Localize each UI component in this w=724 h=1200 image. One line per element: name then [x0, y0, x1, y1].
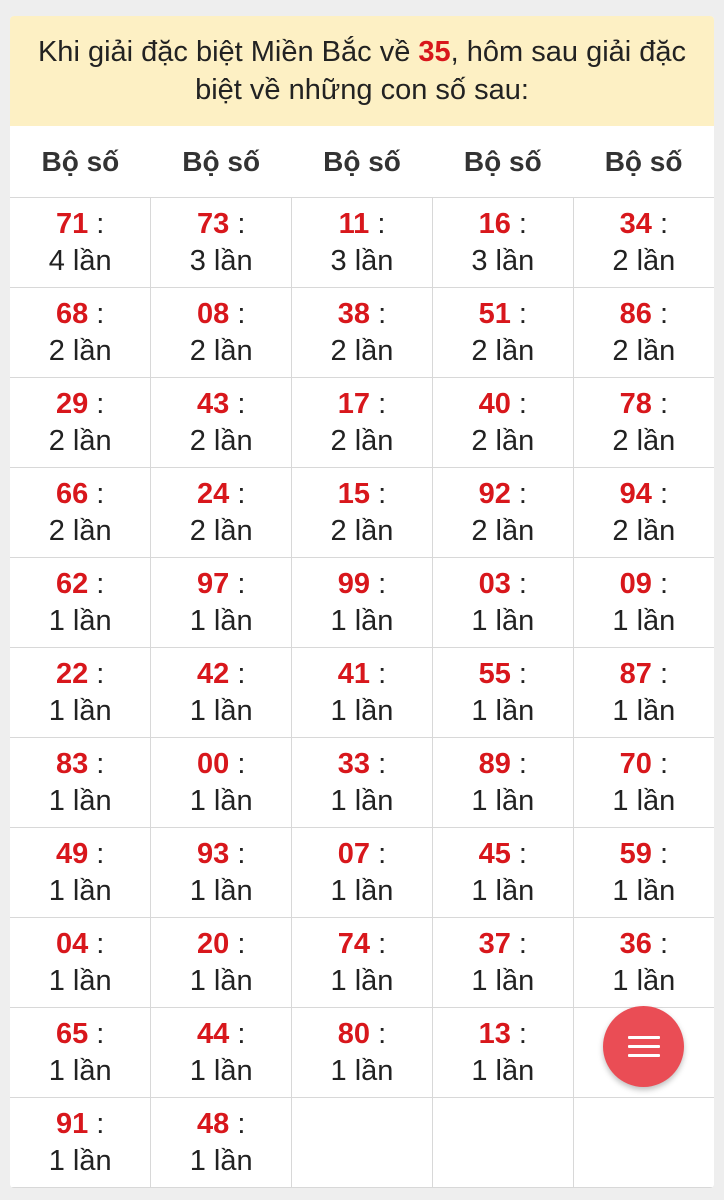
occurrence-count: 1 lần — [189, 784, 253, 817]
number-line — [10, 206, 150, 242]
number-cell — [10, 648, 151, 738]
table-row — [10, 1098, 714, 1188]
banner-special-number: 35 — [418, 36, 451, 68]
lottery-number: 89 — [478, 747, 511, 780]
number-cell — [292, 828, 433, 918]
number-cell — [151, 288, 292, 378]
number-line — [292, 386, 432, 422]
separator: : — [369, 207, 386, 240]
stats-card — [10, 16, 714, 1188]
occurrence-count: 1 lần — [471, 874, 535, 907]
occurrence-count: 1 lần — [330, 694, 394, 727]
lottery-number: 07 — [337, 837, 371, 870]
table-row — [10, 378, 714, 468]
number-line — [433, 386, 573, 422]
occurrence-count: 3 lần — [330, 244, 394, 277]
occurrence-count: 1 lần — [612, 694, 676, 727]
separator: : — [88, 297, 105, 330]
lottery-number: 97 — [197, 567, 230, 600]
separator: : — [370, 297, 387, 330]
occurrence-count: 1 lần — [330, 874, 394, 907]
number-cell — [151, 378, 292, 468]
separator: : — [229, 297, 246, 330]
lottery-number: 15 — [337, 477, 371, 510]
number-line — [10, 836, 150, 872]
number-line — [151, 296, 291, 332]
number-cell — [432, 378, 573, 468]
number-cell — [151, 558, 292, 648]
number-line — [10, 746, 150, 782]
banner-text — [26, 33, 698, 109]
number-cell — [432, 738, 573, 828]
number-cell — [292, 738, 433, 828]
occurrence-count: 1 lần — [330, 964, 394, 997]
separator: : — [370, 387, 387, 420]
number-line — [151, 206, 291, 242]
lottery-number: 00 — [197, 747, 230, 780]
separator: : — [651, 927, 669, 960]
separator: : — [229, 387, 246, 420]
number-cell — [573, 828, 714, 918]
number-cell — [432, 288, 573, 378]
lottery-number: 74 — [337, 927, 371, 960]
separator: : — [229, 927, 246, 960]
separator: : — [510, 837, 527, 870]
lottery-number: 36 — [619, 927, 652, 960]
lottery-number: 73 — [197, 207, 230, 240]
banner-suffix: , hôm sau giải đặc biệt về những con số sau: — [195, 36, 687, 106]
separator: : — [229, 1107, 246, 1140]
occurrence-count: 1 lần — [471, 1054, 535, 1087]
number-line — [433, 1016, 573, 1052]
lottery-number: 68 — [55, 297, 89, 330]
occurrence-count: 3 lần — [471, 244, 535, 277]
number-cell — [432, 558, 573, 648]
lottery-number: 03 — [478, 567, 511, 600]
separator: : — [510, 387, 527, 420]
separator: : — [88, 837, 105, 870]
occurrence-count: 2 lần — [48, 514, 112, 547]
number-cell — [432, 1098, 573, 1188]
occurrence-count: 1 lần — [48, 694, 112, 727]
lottery-number: 86 — [619, 297, 652, 330]
occurrence-count: 1 lần — [330, 604, 394, 637]
separator: : — [651, 747, 669, 780]
number-line — [433, 206, 573, 242]
lottery-number: 38 — [337, 297, 371, 330]
number-cell — [292, 1008, 433, 1098]
lottery-number: 87 — [619, 657, 652, 690]
lottery-number: 80 — [337, 1017, 371, 1050]
number-line — [574, 206, 714, 242]
separator: : — [651, 207, 669, 240]
number-cell — [573, 288, 714, 378]
number-line — [433, 836, 573, 872]
occurrence-count: 4 lần — [48, 244, 112, 277]
separator: : — [370, 837, 387, 870]
occurrence-count: 1 lần — [189, 1144, 253, 1177]
occurrence-count: 1 lần — [48, 1054, 112, 1087]
number-cell — [292, 468, 433, 558]
occurrence-count: 1 lần — [189, 964, 253, 997]
table-row — [10, 738, 714, 828]
number-line — [574, 746, 714, 782]
lottery-number: 94 — [619, 477, 652, 510]
number-line — [151, 1106, 291, 1142]
occurrence-count: 2 lần — [189, 424, 253, 457]
number-cell — [292, 288, 433, 378]
lottery-number: 22 — [55, 657, 89, 690]
number-cell — [151, 198, 292, 288]
separator: : — [88, 747, 105, 780]
number-line — [433, 476, 573, 512]
number-line — [574, 386, 714, 422]
lottery-number: 42 — [197, 657, 230, 690]
occurrence-count: 2 lần — [330, 514, 394, 547]
occurrence-count: 1 lần — [471, 784, 535, 817]
occurrence-count: 2 lần — [48, 424, 112, 457]
number-line — [151, 566, 291, 602]
table-header-row — [10, 126, 714, 198]
lottery-number: 04 — [55, 927, 89, 960]
separator: : — [510, 1017, 527, 1050]
number-cell — [573, 378, 714, 468]
lottery-number: 29 — [55, 387, 89, 420]
lottery-number: 44 — [197, 1017, 230, 1050]
number-line — [10, 1016, 150, 1052]
occurrence-count: 1 lần — [612, 784, 676, 817]
separator: : — [510, 207, 527, 240]
number-cell — [10, 738, 151, 828]
lottery-number: 40 — [478, 387, 511, 420]
number-cell — [10, 378, 151, 468]
separator: : — [229, 747, 246, 780]
number-cell — [10, 1098, 151, 1188]
number-cell — [432, 828, 573, 918]
separator: : — [510, 567, 527, 600]
number-cell — [432, 198, 573, 288]
number-line — [151, 926, 291, 962]
number-cell — [573, 468, 714, 558]
lottery-number: 62 — [55, 567, 89, 600]
number-line — [10, 656, 150, 692]
number-cell — [10, 288, 151, 378]
separator: : — [229, 567, 246, 600]
number-cell — [292, 198, 433, 288]
number-cell — [151, 1098, 292, 1188]
number-line — [574, 296, 714, 332]
lottery-number: 83 — [55, 747, 89, 780]
lottery-number: 48 — [197, 1107, 230, 1140]
number-cell — [432, 1008, 573, 1098]
separator: : — [651, 387, 669, 420]
lottery-number: 65 — [55, 1017, 89, 1050]
separator: : — [229, 207, 246, 240]
number-line — [574, 836, 714, 872]
number-cell — [151, 648, 292, 738]
number-line — [574, 566, 714, 602]
column-header: Bộ số — [151, 126, 292, 198]
number-line — [292, 566, 432, 602]
number-line — [10, 386, 150, 422]
lottery-number: 13 — [478, 1017, 511, 1050]
separator: : — [88, 657, 105, 690]
lottery-number: 49 — [55, 837, 89, 870]
separator: : — [370, 1017, 387, 1050]
lottery-number: 24 — [197, 477, 230, 510]
lottery-number: 33 — [337, 747, 371, 780]
separator: : — [510, 747, 527, 780]
number-line — [433, 926, 573, 962]
separator: : — [229, 477, 246, 510]
column-header: Bộ số — [432, 126, 573, 198]
occurrence-count: 2 lần — [471, 424, 535, 457]
separator: : — [510, 657, 527, 690]
lottery-number: 43 — [197, 387, 230, 420]
number-line — [10, 296, 150, 332]
lottery-number: 78 — [619, 387, 652, 420]
number-cell — [151, 1008, 292, 1098]
number-cell — [573, 558, 714, 648]
occurrence-count: 1 lần — [189, 874, 253, 907]
number-line — [574, 476, 714, 512]
occurrence-count: 2 lần — [471, 514, 535, 547]
separator: : — [651, 297, 669, 330]
number-line — [292, 836, 432, 872]
number-cell — [573, 1098, 714, 1188]
separator: : — [229, 657, 246, 690]
table-row — [10, 468, 714, 558]
number-line — [292, 926, 432, 962]
lottery-number: 41 — [337, 657, 371, 690]
number-line — [292, 296, 432, 332]
number-cell — [292, 648, 433, 738]
banner-prefix: Khi giải đặc biệt Miền Bắc về — [37, 36, 419, 68]
occurrence-count: 2 lần — [612, 514, 676, 547]
number-cell — [573, 648, 714, 738]
separator: : — [88, 1017, 105, 1050]
number-line — [10, 566, 150, 602]
occurrence-count: 1 lần — [48, 784, 112, 817]
separator: : — [370, 657, 387, 690]
number-line — [10, 1106, 150, 1142]
separator: : — [88, 207, 105, 240]
lottery-number: 93 — [197, 837, 230, 870]
number-cell — [292, 1098, 433, 1188]
occurrence-count: 1 lần — [330, 784, 394, 817]
lottery-number: 66 — [55, 477, 89, 510]
separator: : — [88, 387, 105, 420]
number-cell — [151, 738, 292, 828]
number-line — [151, 836, 291, 872]
number-cell — [10, 198, 151, 288]
occurrence-count: 1 lần — [48, 964, 112, 997]
occurrence-count: 2 lần — [612, 334, 676, 367]
lottery-number: 16 — [478, 207, 511, 240]
number-cell — [151, 468, 292, 558]
lottery-number: 17 — [337, 387, 371, 420]
table-row — [10, 648, 714, 738]
table-row — [10, 558, 714, 648]
table-row — [10, 288, 714, 378]
number-cell — [432, 918, 573, 1008]
occurrence-count: 1 lần — [189, 694, 253, 727]
separator: : — [651, 567, 669, 600]
separator: : — [651, 477, 669, 510]
number-line — [151, 746, 291, 782]
separator: : — [88, 477, 105, 510]
number-cell — [151, 828, 292, 918]
lottery-number: 11 — [338, 207, 370, 240]
number-line — [151, 1016, 291, 1052]
separator: : — [88, 567, 105, 600]
occurrence-count: 2 lần — [330, 334, 394, 367]
separator: : — [370, 927, 387, 960]
lottery-number: 51 — [478, 297, 511, 330]
number-cell — [10, 918, 151, 1008]
lottery-number: 91 — [55, 1107, 89, 1140]
lottery-number: 45 — [478, 837, 511, 870]
lottery-number: 34 — [619, 207, 652, 240]
table-row — [10, 828, 714, 918]
number-cell — [292, 918, 433, 1008]
lottery-number: 08 — [197, 297, 230, 330]
separator: : — [510, 297, 527, 330]
occurrence-count: 2 lần — [48, 334, 112, 367]
number-line — [292, 206, 432, 242]
occurrence-count: 2 lần — [330, 424, 394, 457]
number-line — [151, 656, 291, 692]
table-row — [10, 198, 714, 288]
result-banner — [10, 16, 714, 126]
number-cell — [573, 738, 714, 828]
lottery-number: 09 — [619, 567, 652, 600]
lottery-number: 71 — [55, 207, 89, 240]
separator: : — [510, 477, 527, 510]
separator: : — [370, 747, 387, 780]
menu-button[interactable] — [603, 1006, 684, 1087]
occurrence-count: 1 lần — [48, 1144, 112, 1177]
number-cell — [10, 828, 151, 918]
separator: : — [651, 837, 669, 870]
lottery-number: 20 — [197, 927, 230, 960]
separator: : — [370, 477, 387, 510]
occurrence-count: 1 lần — [330, 1054, 394, 1087]
occurrence-count: 1 lần — [471, 604, 535, 637]
separator: : — [88, 1107, 105, 1140]
occurrence-count: 2 lần — [189, 514, 253, 547]
occurrence-count: 2 lần — [471, 334, 535, 367]
lottery-number: 99 — [337, 567, 371, 600]
column-header: Bộ số — [573, 126, 714, 198]
table-row — [10, 918, 714, 1008]
number-cell — [151, 918, 292, 1008]
lottery-number: 55 — [478, 657, 511, 690]
occurrence-count: 1 lần — [471, 964, 535, 997]
number-cell — [10, 558, 151, 648]
number-cell — [432, 648, 573, 738]
separator: : — [229, 1017, 246, 1050]
number-line — [292, 746, 432, 782]
number-line — [433, 656, 573, 692]
number-line — [433, 746, 573, 782]
number-line — [292, 656, 432, 692]
number-line — [292, 1016, 432, 1052]
menu-icon — [628, 1036, 660, 1057]
occurrence-count: 1 lần — [612, 604, 676, 637]
separator: : — [370, 567, 387, 600]
number-line — [151, 476, 291, 512]
lottery-number: 70 — [619, 747, 652, 780]
separator: : — [88, 927, 105, 960]
occurrence-count: 1 lần — [48, 874, 112, 907]
number-cell — [432, 468, 573, 558]
occurrence-count: 1 lần — [471, 694, 535, 727]
lottery-number: 59 — [619, 837, 652, 870]
occurrence-count: 2 lần — [612, 244, 676, 277]
occurrence-count: 1 lần — [189, 1054, 253, 1087]
separator: : — [510, 927, 527, 960]
occurrence-count: 1 lần — [189, 604, 253, 637]
column-header: Bộ số — [10, 126, 151, 198]
number-line — [10, 926, 150, 962]
occurrence-count: 1 lần — [48, 604, 112, 637]
separator: : — [651, 657, 669, 690]
column-header: Bộ số — [292, 126, 433, 198]
occurrence-count: 2 lần — [189, 334, 253, 367]
number-cell — [10, 1008, 151, 1098]
number-line — [433, 296, 573, 332]
number-cell — [292, 378, 433, 468]
occurrence-count: 1 lần — [612, 964, 676, 997]
occurrence-count: 1 lần — [612, 874, 676, 907]
number-line — [292, 476, 432, 512]
lottery-number: 37 — [478, 927, 511, 960]
number-line — [433, 566, 573, 602]
occurrence-count: 3 lần — [189, 244, 253, 277]
number-cell — [573, 918, 714, 1008]
lottery-number: 92 — [478, 477, 511, 510]
number-line — [10, 476, 150, 512]
number-cell — [10, 468, 151, 558]
number-cell — [292, 558, 433, 648]
separator: : — [229, 837, 246, 870]
number-line — [574, 926, 714, 962]
occurrence-count: 2 lần — [612, 424, 676, 457]
number-cell — [573, 198, 714, 288]
number-line — [151, 386, 291, 422]
number-line — [574, 656, 714, 692]
